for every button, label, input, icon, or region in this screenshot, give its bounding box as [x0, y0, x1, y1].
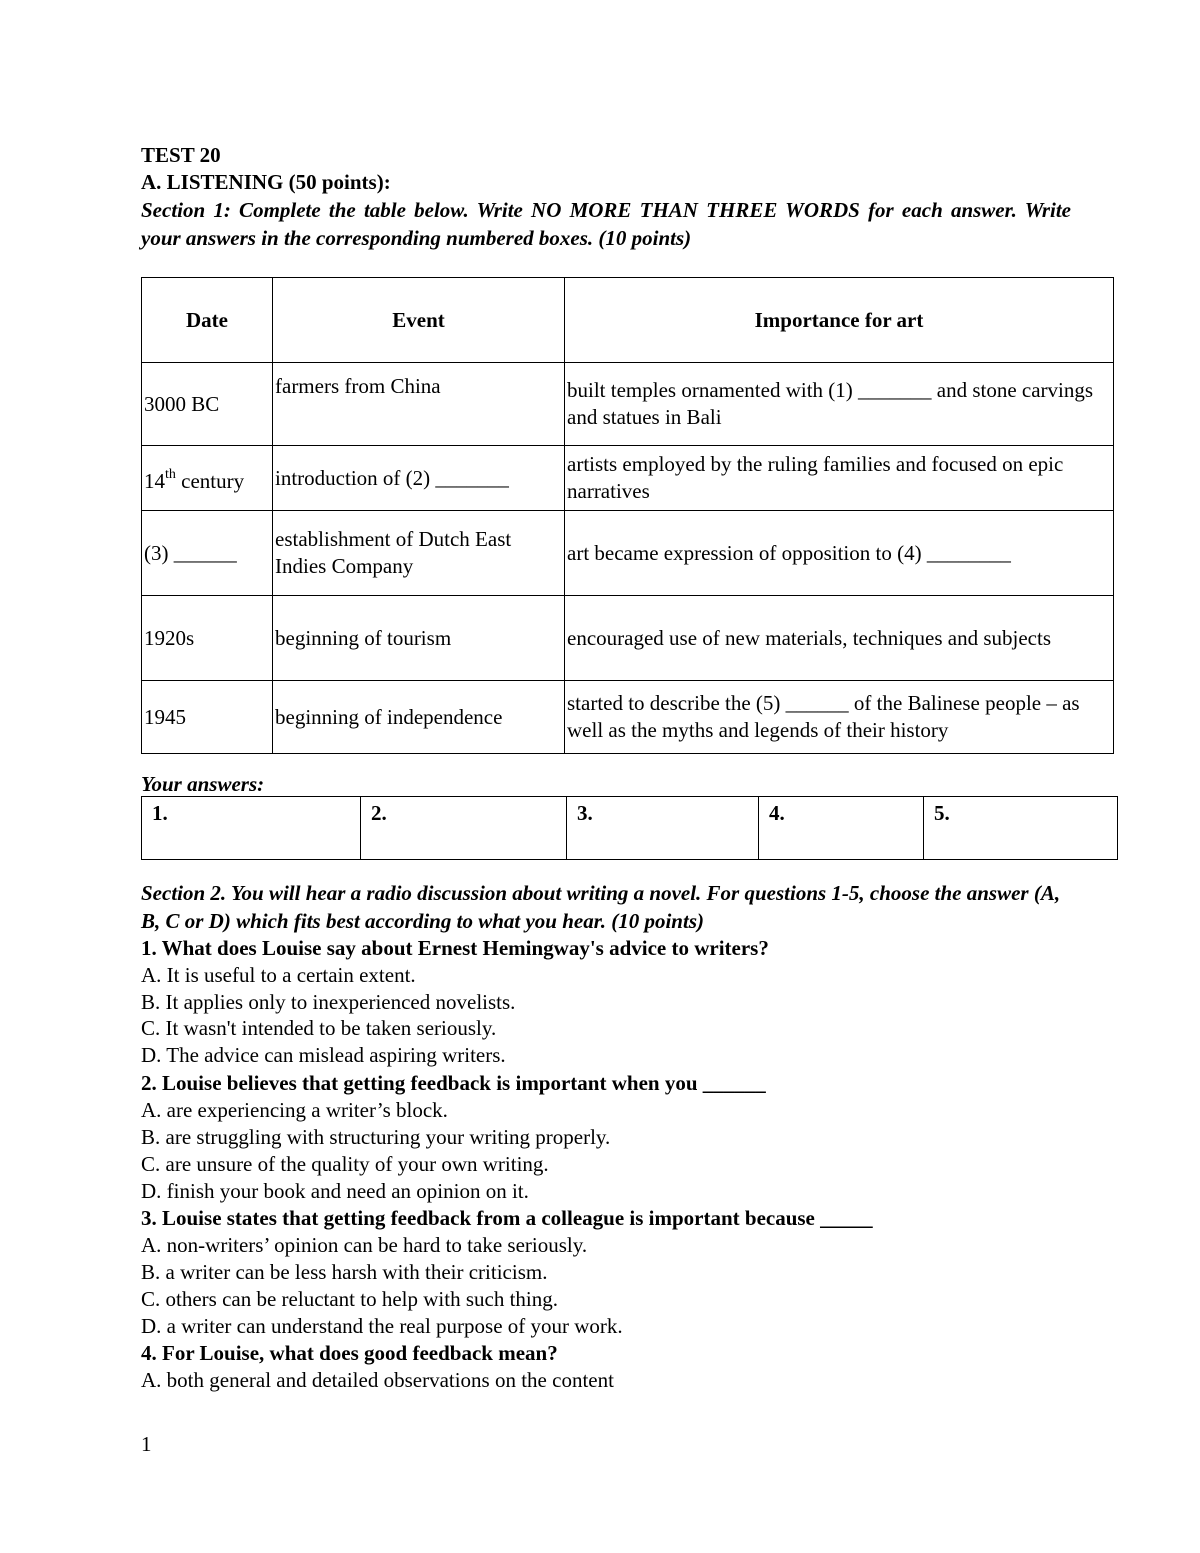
cell-event: farmers from China: [273, 363, 565, 446]
question-4: 4. For Louise, what does good feedback mean?: [141, 1341, 558, 1365]
part-title: A. LISTENING (50 points):: [141, 170, 391, 194]
cell-importance: art became expression of opposition to (4) ________: [565, 511, 1114, 596]
option: C. others can be reluctant to help with such thing.: [141, 1287, 558, 1311]
cell-importance: started to describe the (5) ______ of the Balinese people – as well as the myths and legends of their history: [565, 681, 1114, 754]
option: B. It applies only to inexperienced novelists.: [141, 990, 516, 1014]
table-row: [142, 681, 1114, 754]
cell-event: introduction of (2) _______: [273, 446, 565, 511]
cell-importance: encouraged use of new materials, techniques and subjects: [565, 596, 1114, 681]
option: D. a writer can understand the real purpose of your work.: [141, 1314, 623, 1338]
date-number: 14: [144, 469, 165, 493]
option: A. are experiencing a writer’s block.: [141, 1098, 448, 1122]
cell-date: [142, 446, 273, 511]
option: D. The advice can mislead aspiring writers.: [141, 1043, 506, 1067]
option: C. are unsure of the quality of your own writing.: [141, 1152, 549, 1176]
header-event: Event: [273, 278, 565, 363]
answer-boxes: [141, 796, 1118, 860]
table-row: [142, 511, 1114, 596]
cell-date: 1920s: [142, 596, 273, 681]
question-3: 3. Louise states that getting feedback from a colleague is important because _____: [141, 1206, 873, 1230]
table-row: [142, 446, 1114, 511]
question-2: 2. Louise believes that getting feedback is important when you ______: [141, 1071, 766, 1095]
section1-instruction: Section 1: Complete the table below. Write NO MORE THAN THREE WORDS for each answer. Write your answers in the corresponding numbered boxes. (10 points): [141, 198, 1071, 250]
option: B. a writer can be less harsh with their criticism.: [141, 1260, 548, 1284]
answer-box-3[interactable]: 3.: [567, 797, 759, 860]
table-row: [142, 596, 1114, 681]
cell-date: 1945: [142, 681, 273, 754]
date-suffix: century: [175, 469, 245, 493]
cell-importance: artists employed by the ruling families and focused on epic narratives: [565, 446, 1114, 511]
header-date: Date: [142, 278, 273, 363]
art-history-table: [141, 277, 1114, 754]
option: A. both general and detailed observations on the content: [141, 1368, 614, 1392]
option: D. finish your book and need an opinion on it.: [141, 1179, 529, 1203]
answer-box-5[interactable]: 5.: [924, 797, 1118, 860]
option: B. are struggling with structuring your writing properly.: [141, 1125, 611, 1149]
table-header-row: [142, 278, 1114, 363]
answers-label: Your answers:: [141, 772, 265, 796]
page-number: 1: [141, 1432, 152, 1456]
cell-event: establishment of Dutch East Indies Company: [273, 511, 565, 596]
cell-event: beginning of tourism: [273, 596, 565, 681]
header-importance: Importance for art: [565, 278, 1114, 363]
cell-date: (3) ______: [142, 511, 273, 596]
cell-date: 3000 BC: [142, 363, 273, 446]
table-row: [142, 363, 1114, 446]
cell-event: beginning of independence: [273, 681, 565, 754]
option: A. non-writers’ opinion can be hard to take seriously.: [141, 1233, 588, 1257]
date-superscript: th: [165, 467, 176, 482]
answer-box-1[interactable]: 1.: [142, 797, 361, 860]
answer-box-2[interactable]: 2.: [361, 797, 567, 860]
section2-instruction: Section 2. You will hear a radio discussion about writing a novel. For questions 1-5, choose the answer (A, B, C or D) which fits best according to what you hear. (10 points): [141, 881, 1061, 933]
option: C. It wasn't intended to be taken seriously.: [141, 1016, 497, 1040]
test-title: TEST 20: [141, 143, 221, 167]
cell-importance: built temples ornamented with (1) _______ and stone carvings and statues in Bali: [565, 363, 1114, 446]
answer-box-4[interactable]: 4.: [759, 797, 924, 860]
question-1: 1. What does Louise say about Ernest Hemingway's advice to writers?: [141, 936, 769, 960]
option: A. It is useful to a certain extent.: [141, 963, 416, 987]
